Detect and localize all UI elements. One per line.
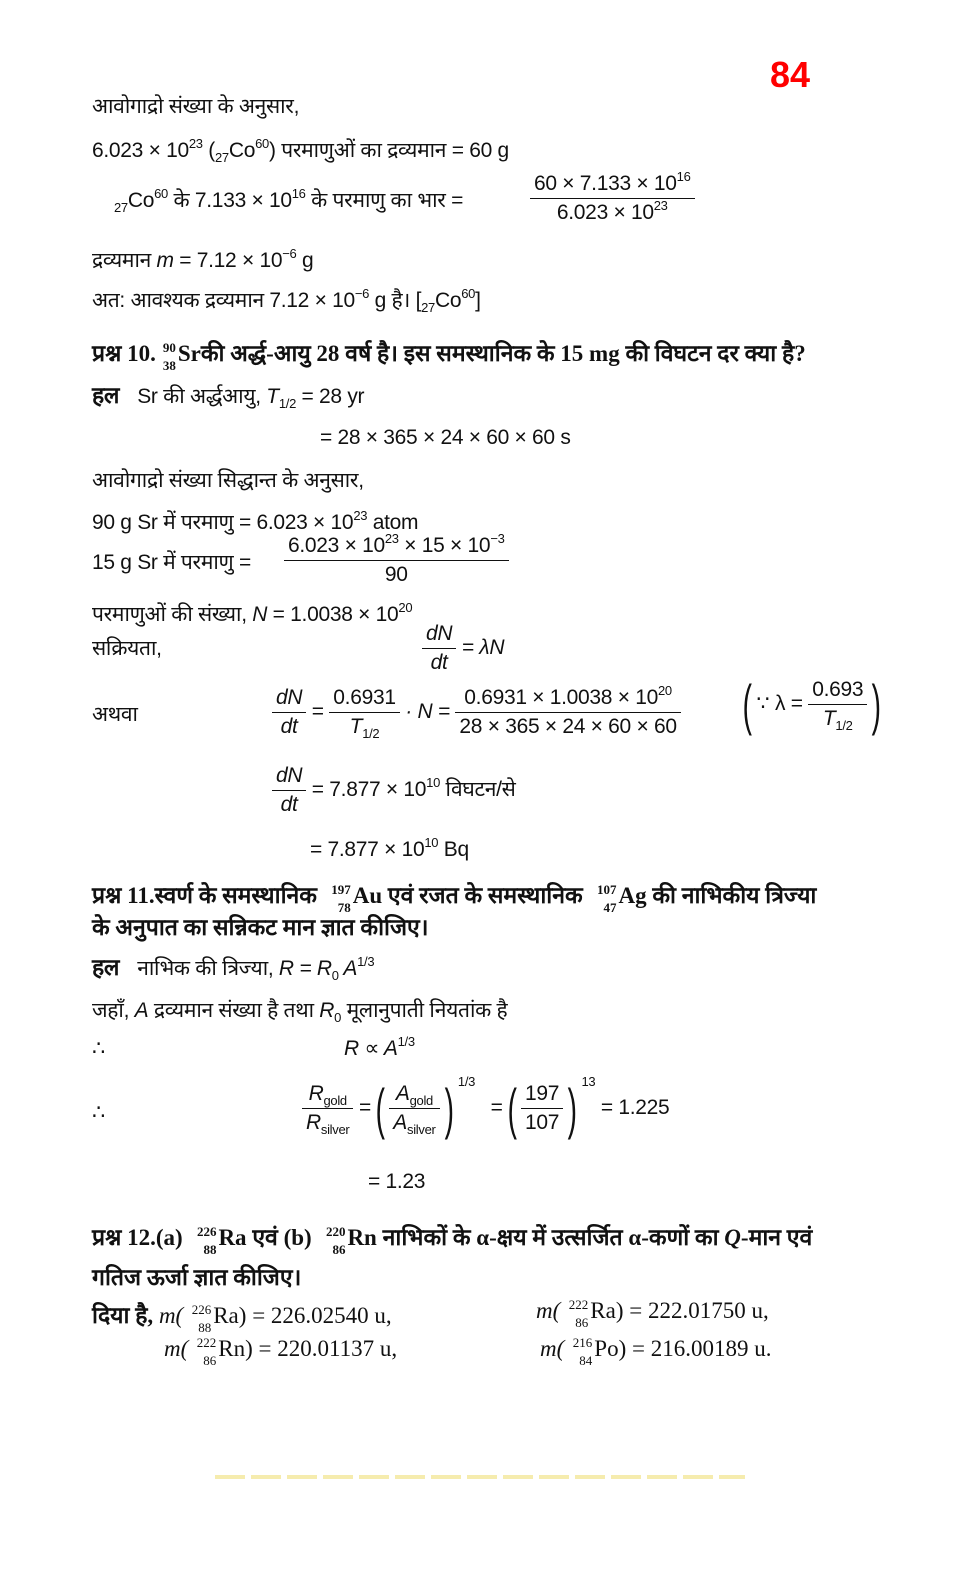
mass-prefix: m( (540, 1336, 565, 1361)
numerator: A (395, 1082, 410, 1105)
q10-solution-line6 (92, 600, 412, 628)
subscript: 1/2 (278, 396, 296, 411)
paren-close: ) (444, 1076, 454, 1140)
question-text: की अर्द्ध-आयु 28 वर्ष है। इस समस्थानिक के 15 mg की विघटन दर क्या है? (200, 341, 806, 366)
mass-value: ) = 216.00189 u. (618, 1336, 772, 1361)
q10-atoms-fraction (284, 532, 509, 589)
numerator: 6.023 × 10 (288, 534, 385, 557)
atomic-number: 38 (162, 357, 176, 373)
given-mass-4 (540, 1334, 772, 1368)
radius-ratio-formula: $\frac{R_{gold}}{R_{silver}}$ =( $\frac{A_{gold}}{A_{silver}}$ ) $^{1/3}$ =( $\frac{197}{107}$ ) $^{13}$ = 1.225 (302, 1080, 669, 1137)
denominator: dt (430, 651, 448, 674)
q10-solution-line1 (92, 378, 364, 410)
subscript: 0 (331, 968, 339, 983)
atomic-number: 84 (579, 1352, 593, 1368)
text: Sr की अर्द्धआयु, (137, 385, 267, 408)
question-12-line2: गतिज ऊर्जा ज्ञात कीजिए। (92, 1265, 302, 1290)
q11-result: = 1.23 (368, 1170, 426, 1193)
unit: g (296, 249, 314, 272)
variable: A (338, 957, 358, 980)
prev-solution-line2 (92, 136, 509, 164)
atomic-number: 86 (203, 1352, 217, 1368)
exponent: −6 (354, 286, 370, 301)
mass-number: 226 (191, 1301, 212, 1317)
mass-value: ) = 226.02540 u, (238, 1303, 392, 1328)
variable: A (134, 999, 149, 1022)
value: = 7.877 × 10 (310, 838, 425, 861)
numerator: dN (272, 762, 306, 791)
text: · N = (405, 700, 450, 724)
question-text: एवं रजत के समस्थानिक (382, 883, 589, 908)
atomic-number: 88 (198, 1319, 212, 1335)
text: जहाँ, (92, 999, 135, 1022)
text: द्रव्यमान (92, 249, 157, 272)
element: Ra (590, 1298, 616, 1323)
faded-watermark-line (215, 1475, 745, 1479)
denominator: 6.023 × 10 (556, 201, 654, 224)
mass-fraction (530, 170, 695, 227)
element: Ra (218, 1225, 247, 1250)
denominator: T (349, 715, 363, 738)
element: Rn (347, 1225, 377, 1250)
question-label: प्रश्न 10. (92, 341, 156, 366)
mass-number: 90 (162, 339, 176, 355)
part-label: (a) (155, 1225, 189, 1250)
mass-number: 60 (154, 186, 168, 201)
atomic-number: 86 (575, 1314, 589, 1330)
value: 6.023 × 10 (92, 139, 189, 162)
value: = 1.0038 × 10 (267, 603, 399, 626)
prev-solution-line5 (92, 286, 481, 314)
prev-solution-line3 (114, 186, 463, 214)
atomic-number: 27 (214, 150, 229, 165)
q11-solution-line1 (92, 950, 374, 982)
text: ∵ λ = (756, 692, 803, 716)
denominator: 107 (524, 1111, 560, 1134)
question-label: प्रश्न 12. (92, 1225, 156, 1250)
numerator: R (308, 1082, 324, 1105)
text: अत: आवश्यक द्रव्यमान 7.12 × 10 (92, 289, 355, 312)
paren: ( (208, 139, 215, 162)
therefore-2: ∴ (92, 1101, 106, 1124)
q10-solution-line7-label: सक्रियता, (92, 637, 162, 660)
proportionality (344, 1036, 415, 1061)
element: Co (127, 189, 155, 212)
exponent: 1/3 (457, 1074, 476, 1090)
element: Sr (177, 341, 201, 366)
exponent: 13 (581, 1074, 596, 1090)
question-text: -मान एवं (740, 1225, 813, 1250)
mass-number: 60 (461, 286, 476, 301)
variable: R (319, 999, 335, 1022)
value: = 28 yr (296, 385, 365, 408)
exponent: 16 (291, 186, 306, 201)
exponent: 1/3 (397, 1034, 415, 1049)
subscript: silver (407, 1122, 436, 1137)
paren-close: ) (567, 1076, 577, 1140)
mass-number: 216 (572, 1334, 593, 1350)
exponent: 10 (424, 835, 439, 850)
prev-solution-line1: आवोगाद्रो संख्या के अनुसार, (92, 95, 300, 118)
question-text: नाभिकों के α-क्षय में उत्सर्जित α-कणों का (376, 1225, 725, 1250)
numerator: 0.6931 × 1.0038 × 10 (464, 686, 658, 709)
mass-number: 222 (568, 1296, 589, 1312)
numerator: 0.693 (808, 676, 867, 705)
numerator: 60 × 7.133 × 10 (534, 172, 677, 195)
text: ) परमाणुओं का द्रव्यमान = 60 g (268, 139, 509, 162)
numerator: dN (272, 684, 306, 713)
exponent: 10 (426, 775, 441, 791)
atomic-number: 27 (114, 200, 128, 215)
question-11-line2: के अनुपात का सन्निकट मान ज्ञात कीजिए। (92, 915, 429, 940)
solution-label: हल (92, 383, 120, 408)
text: द्रव्यमान संख्या है तथा (148, 999, 320, 1022)
atomic-number: 86 (332, 1241, 346, 1257)
given-mass-2 (536, 1296, 769, 1330)
question-label: प्रश्न 11. (92, 883, 155, 908)
prev-solution-line4 (92, 246, 313, 274)
paren-open: ( (742, 672, 752, 736)
text: के 7.133 × 10 (168, 189, 292, 212)
unit: atom (367, 511, 419, 534)
element: Au (352, 883, 383, 908)
denominator: R (306, 1111, 321, 1134)
denominator: dt (280, 793, 298, 816)
exponent: −6 (282, 246, 297, 261)
paren-open: ( (375, 1076, 385, 1140)
given-mass-1 (92, 1298, 392, 1335)
variable: Q (724, 1225, 741, 1250)
text: के परमाणु का भार = (305, 189, 464, 212)
lambda-note (738, 672, 886, 736)
rhs: = λN (461, 636, 505, 660)
solution-label: हल (92, 955, 120, 980)
question-text: की नाभिकीय त्रिज्या (646, 883, 817, 908)
mass-value: ) = 220.01137 u, (245, 1336, 398, 1361)
question-text: स्वर्ण के समस्थानिक (154, 883, 323, 908)
q11-solution-line2 (92, 996, 507, 1024)
q10-solution-line2: = 28 × 365 × 24 × 60 × 60 s (320, 426, 571, 449)
atomic-number: 47 (603, 899, 617, 915)
text: g है। [ (369, 289, 422, 312)
numerator: 197 (521, 1080, 563, 1109)
element: Co (228, 139, 256, 162)
question-12 (92, 1220, 813, 1257)
exponent: 23 (188, 136, 203, 151)
paren-close: ) (871, 672, 882, 736)
numerator: × 15 × 10 (398, 534, 491, 557)
element: Po (594, 1336, 619, 1361)
variable: m (156, 249, 174, 272)
element: Ra (213, 1303, 239, 1328)
q10-solution-line8-label: अथवा (92, 703, 138, 726)
unit: Bq (438, 838, 469, 861)
atomic-number: 88 (203, 1241, 217, 1257)
atomic-number: 78 (337, 899, 351, 915)
mass-number: 226 (196, 1223, 217, 1239)
subscript: gold (323, 1093, 347, 1108)
denominator: 28 × 365 × 24 × 60 × 60 (459, 715, 677, 738)
exponent: 23 (353, 508, 368, 523)
mass-number: 107 (596, 881, 617, 897)
subscript: 0 (334, 1010, 342, 1025)
exponent: 20 (398, 600, 413, 615)
mass-number: 197 (331, 881, 351, 897)
mass-prefix: m( (536, 1298, 561, 1323)
exponent: 23 (653, 198, 668, 213)
subscript: 1/2 (835, 718, 853, 733)
decay-rate-formula: $\frac{dN}{dt}$ = $\frac{0.6931}{T_{1/2}}$ · N = $\frac{0.6931 \times 1.0038 \times 10^{20}}{28 \times 365 \times 24 \times 60 \times 60}$ (272, 684, 681, 741)
variable: R = R (278, 957, 332, 980)
question-text: एवं (b) (246, 1225, 318, 1250)
mass-number: 220 (325, 1223, 346, 1239)
exponent: 1/3 (357, 954, 375, 969)
page-number: 84 (770, 54, 811, 95)
therefore-1: ∴ (92, 1037, 106, 1060)
numerator: 0.6931 (329, 684, 399, 713)
element: Ag (618, 883, 647, 908)
denominator: 90 (384, 563, 408, 586)
q10-solution-line10 (310, 835, 469, 862)
mass-prefix: m( (164, 1336, 189, 1361)
mass-prefix: m( (158, 1303, 184, 1328)
exponent: 23 (384, 531, 399, 546)
numerator: dN (422, 620, 456, 649)
given-mass-3 (164, 1334, 398, 1368)
mass-number: 60 (255, 136, 269, 151)
given-label: दिया है, (92, 1303, 159, 1328)
value: = 7.877 × 10 (311, 778, 427, 802)
unit: विघटन/से (440, 778, 516, 802)
exponent: −3 (490, 531, 505, 546)
exponent: 20 (657, 683, 672, 698)
element: Rn (218, 1336, 246, 1361)
element: Co (435, 289, 462, 312)
q10-solution-line5-label: 15 g Sr में परमाणु = (92, 551, 251, 574)
subscript: gold (409, 1093, 433, 1108)
subscript: 1/2 (362, 726, 380, 741)
text: R ∝ A (344, 1037, 398, 1060)
activity-formula (422, 620, 504, 677)
question-10 (92, 336, 806, 373)
text: मूलानुपाती नियतांक है (341, 999, 508, 1022)
denominator: dt (280, 715, 298, 738)
text: परमाणुओं की संख्या, (92, 603, 253, 626)
text: 90 g Sr में परमाणु = 6.023 × 10 (92, 511, 354, 534)
q10-solution-line3: आवोगाद्रो संख्या सिद्धान्त के अनुसार, (92, 469, 364, 492)
value: = 7.12 × 10 (173, 249, 283, 272)
atomic-number: 27 (421, 300, 435, 315)
subscript: silver (320, 1122, 350, 1137)
denominator: A (393, 1111, 408, 1134)
exponent: 16 (676, 169, 691, 184)
variable: N (252, 603, 268, 626)
denominator: T (822, 707, 836, 730)
paren-open: ( (507, 1076, 517, 1140)
mass-number: 222 (196, 1334, 217, 1350)
result: = 1.225 (600, 1096, 670, 1120)
text: नाभिक की त्रिज्या, (137, 957, 279, 980)
bracket: ] (475, 289, 481, 312)
q10-solution-line9 (272, 762, 516, 819)
variable: T (266, 385, 279, 408)
mass-value: ) = 222.01750 u, (615, 1298, 769, 1323)
question-11 (92, 878, 817, 915)
